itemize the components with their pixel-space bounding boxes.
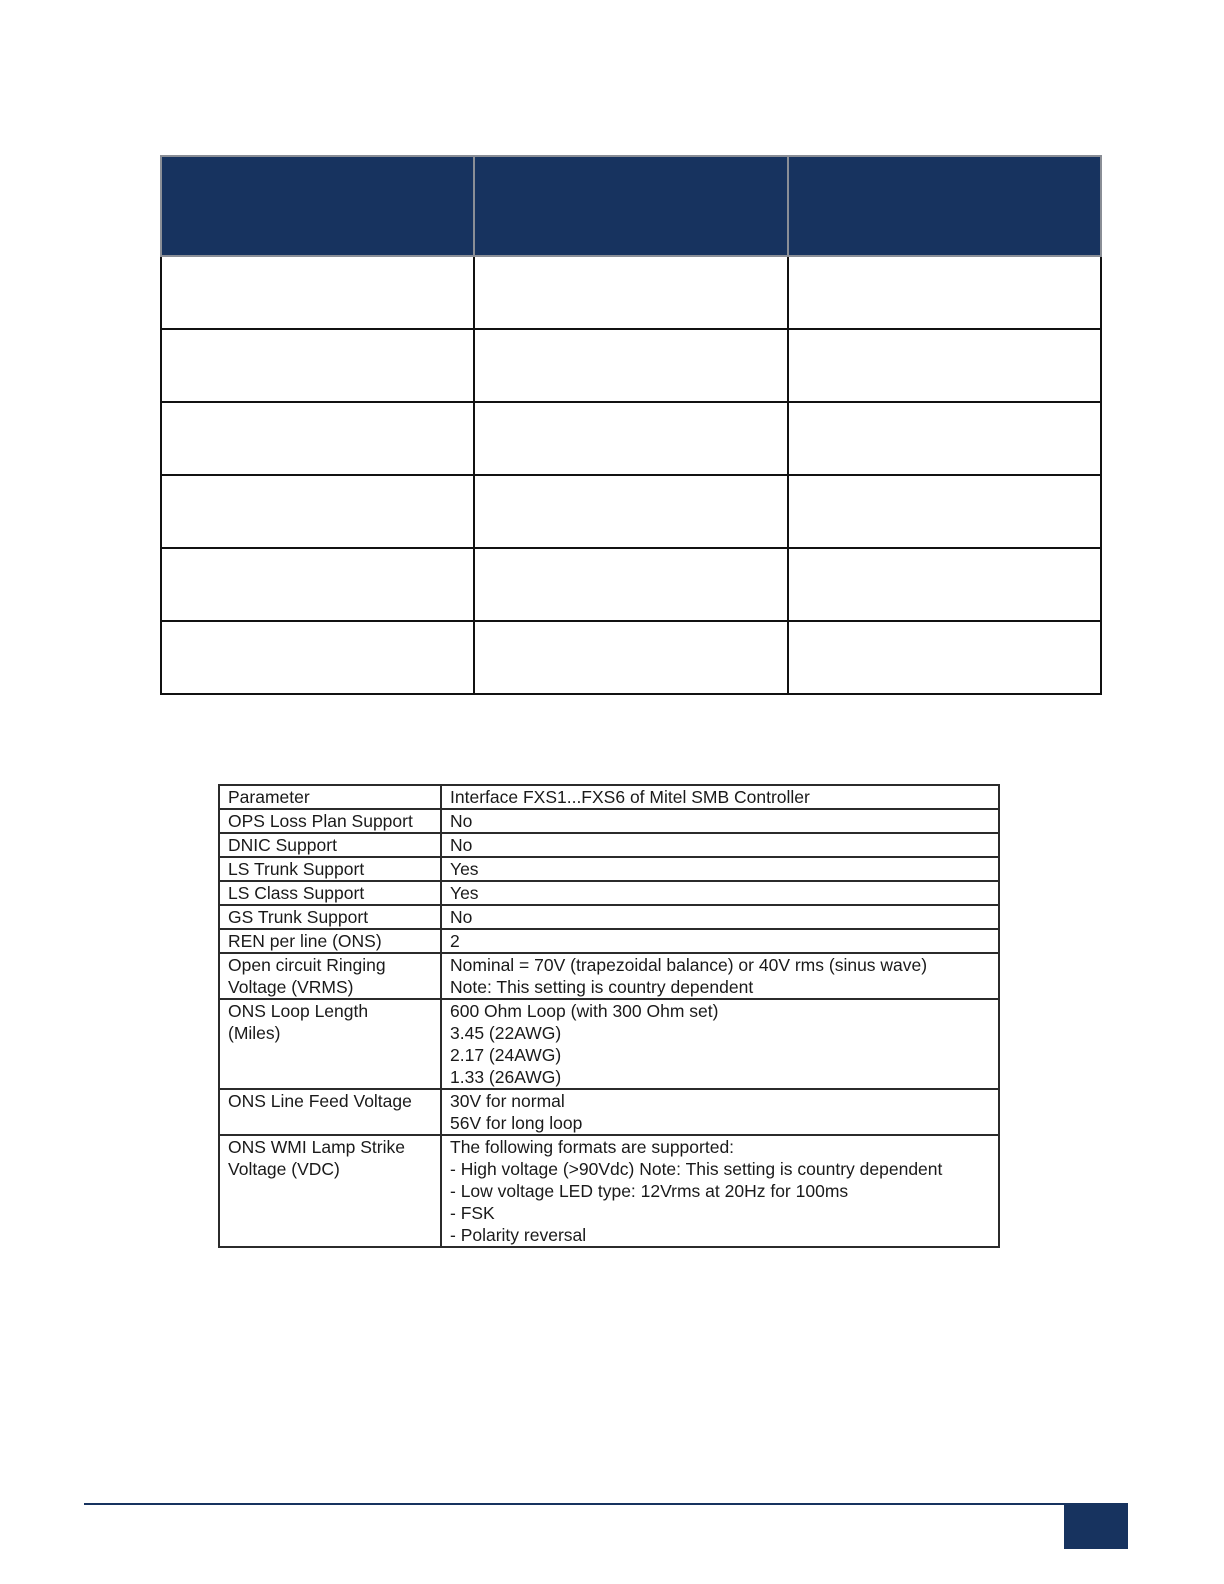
parameter-name-line: ONS WMI Lamp Strike xyxy=(228,1137,405,1157)
parameter-value-line: The following formats are supported: xyxy=(450,1137,735,1157)
header-table-row xyxy=(161,548,1101,621)
parameter-value-cell xyxy=(441,785,999,809)
header-table-cell xyxy=(474,256,787,329)
parameter-name-line: REN per line (ONS) xyxy=(228,931,382,951)
parameter-value-cell xyxy=(441,999,999,1089)
parameter-value-cell xyxy=(441,881,999,905)
parameter-row xyxy=(219,833,999,857)
header-table-cell xyxy=(161,621,474,694)
header-table-cell xyxy=(474,329,787,402)
parameter-name-line: Voltage (VDC) xyxy=(228,1159,340,1179)
parameter-value-cell xyxy=(441,1089,999,1135)
parameter-value-line: 56V for long loop xyxy=(450,1113,583,1133)
fxs-parameter-table-body xyxy=(219,785,999,1247)
footer-page-box xyxy=(1064,1503,1128,1549)
parameter-name-cell xyxy=(219,833,441,857)
parameter-value-line: 2 xyxy=(450,931,460,951)
parameter-row xyxy=(219,953,999,999)
parameter-value-cell xyxy=(441,857,999,881)
parameter-name-line: Open circuit Ringing xyxy=(228,955,386,975)
parameter-value-line: - Low voltage LED type: 12Vrms at 20Hz for 100ms xyxy=(450,1181,849,1201)
parameter-value-line: 1.33 (26AWG) xyxy=(450,1067,562,1087)
parameter-name-line: GS Trunk Support xyxy=(228,907,369,927)
parameter-value-line: No xyxy=(450,811,473,831)
header-table-cell xyxy=(788,475,1101,548)
header-table-cell xyxy=(474,621,787,694)
parameter-value-line: Note: This setting is country dependent xyxy=(450,977,754,997)
parameter-row xyxy=(219,881,999,905)
parameter-value-line: Yes xyxy=(450,883,479,903)
header-table-cell xyxy=(474,402,787,475)
header-table-cell xyxy=(788,256,1101,329)
parameter-value-cell xyxy=(441,809,999,833)
parameter-name-line: LS Class Support xyxy=(228,883,365,903)
parameter-row xyxy=(219,905,999,929)
parameter-value-line: - FSK xyxy=(450,1203,495,1223)
header-table-cell xyxy=(161,475,474,548)
parameter-name-line: ONS Loop Length xyxy=(228,1001,369,1021)
parameter-row xyxy=(219,999,999,1089)
header-table-cell xyxy=(161,548,474,621)
parameter-row xyxy=(219,857,999,881)
parameter-value-line: Yes xyxy=(450,859,479,879)
footer-rule xyxy=(84,1503,1128,1505)
parameter-row xyxy=(219,1135,999,1247)
header-table-row xyxy=(161,621,1101,694)
parameter-value-line: 600 Ohm Loop (with 300 Ohm set) xyxy=(450,1001,719,1021)
parameter-value-line: 3.45 (22AWG) xyxy=(450,1023,562,1043)
parameter-name-cell xyxy=(219,857,441,881)
header-table-head-cell-2 xyxy=(474,156,787,256)
parameter-value-line: Nominal = 70V (trapezoidal balance) or 40V rms (sinus wave) xyxy=(450,955,928,975)
header-table-cell xyxy=(788,621,1101,694)
parameter-name-cell xyxy=(219,1089,441,1135)
parameter-name-cell xyxy=(219,785,441,809)
parameter-name-line: Voltage (VRMS) xyxy=(228,977,354,997)
parameter-row xyxy=(219,809,999,833)
parameter-name-cell xyxy=(219,1135,441,1247)
header-table-head-cell-1 xyxy=(161,156,474,256)
parameter-row xyxy=(219,929,999,953)
parameter-name-line: Parameter xyxy=(228,787,310,807)
parameter-name-line: LS Trunk Support xyxy=(228,859,365,879)
header-table-cell xyxy=(474,475,787,548)
parameter-name-cell xyxy=(219,905,441,929)
parameter-value-line: No xyxy=(450,835,473,855)
header-table-head-row xyxy=(161,156,1101,256)
parameter-name-line: DNIC Support xyxy=(228,835,337,855)
parameter-name-cell xyxy=(219,881,441,905)
header-table-head-cell-3 xyxy=(788,156,1101,256)
header-table-cell xyxy=(788,548,1101,621)
parameter-name-line: OPS Loss Plan Support xyxy=(228,811,413,831)
parameter-value-cell xyxy=(441,929,999,953)
parameter-name-line: ONS Line Feed Voltage xyxy=(228,1091,412,1111)
header-table-cell xyxy=(788,402,1101,475)
header-table-row xyxy=(161,402,1101,475)
header-table-row xyxy=(161,329,1101,402)
header-table-row xyxy=(161,475,1101,548)
header-table-cell xyxy=(474,548,787,621)
header-table-cell xyxy=(161,329,474,402)
header-table-cell xyxy=(161,256,474,329)
header-table-cell xyxy=(788,329,1101,402)
parameter-name-cell xyxy=(219,953,441,999)
parameter-row xyxy=(219,1089,999,1135)
parameter-value-line: - High voltage (>90Vdc) Note: This setting is country dependent xyxy=(450,1159,943,1179)
parameter-name-line: (Miles) xyxy=(228,1023,281,1043)
parameter-value-line: 2.17 (24AWG) xyxy=(450,1045,562,1065)
parameter-name-cell xyxy=(219,999,441,1089)
header-table-row xyxy=(161,256,1101,329)
parameter-value-cell xyxy=(441,1135,999,1247)
parameter-name-cell xyxy=(219,809,441,833)
parameter-value-cell xyxy=(441,905,999,929)
header-table-cell xyxy=(161,402,474,475)
parameter-name-cell xyxy=(219,929,441,953)
fxs-parameter-table xyxy=(218,784,1000,1248)
parameter-value-cell xyxy=(441,953,999,999)
parameter-row xyxy=(219,785,999,809)
parameter-value-cell xyxy=(441,833,999,857)
header-table xyxy=(160,155,1102,695)
parameter-value-line: 30V for normal xyxy=(450,1091,565,1111)
parameter-value-line: No xyxy=(450,907,473,927)
parameter-value-line: Interface FXS1...FXS6 of Mitel SMB Controller xyxy=(450,787,810,807)
parameter-value-line: - Polarity reversal xyxy=(450,1225,587,1245)
